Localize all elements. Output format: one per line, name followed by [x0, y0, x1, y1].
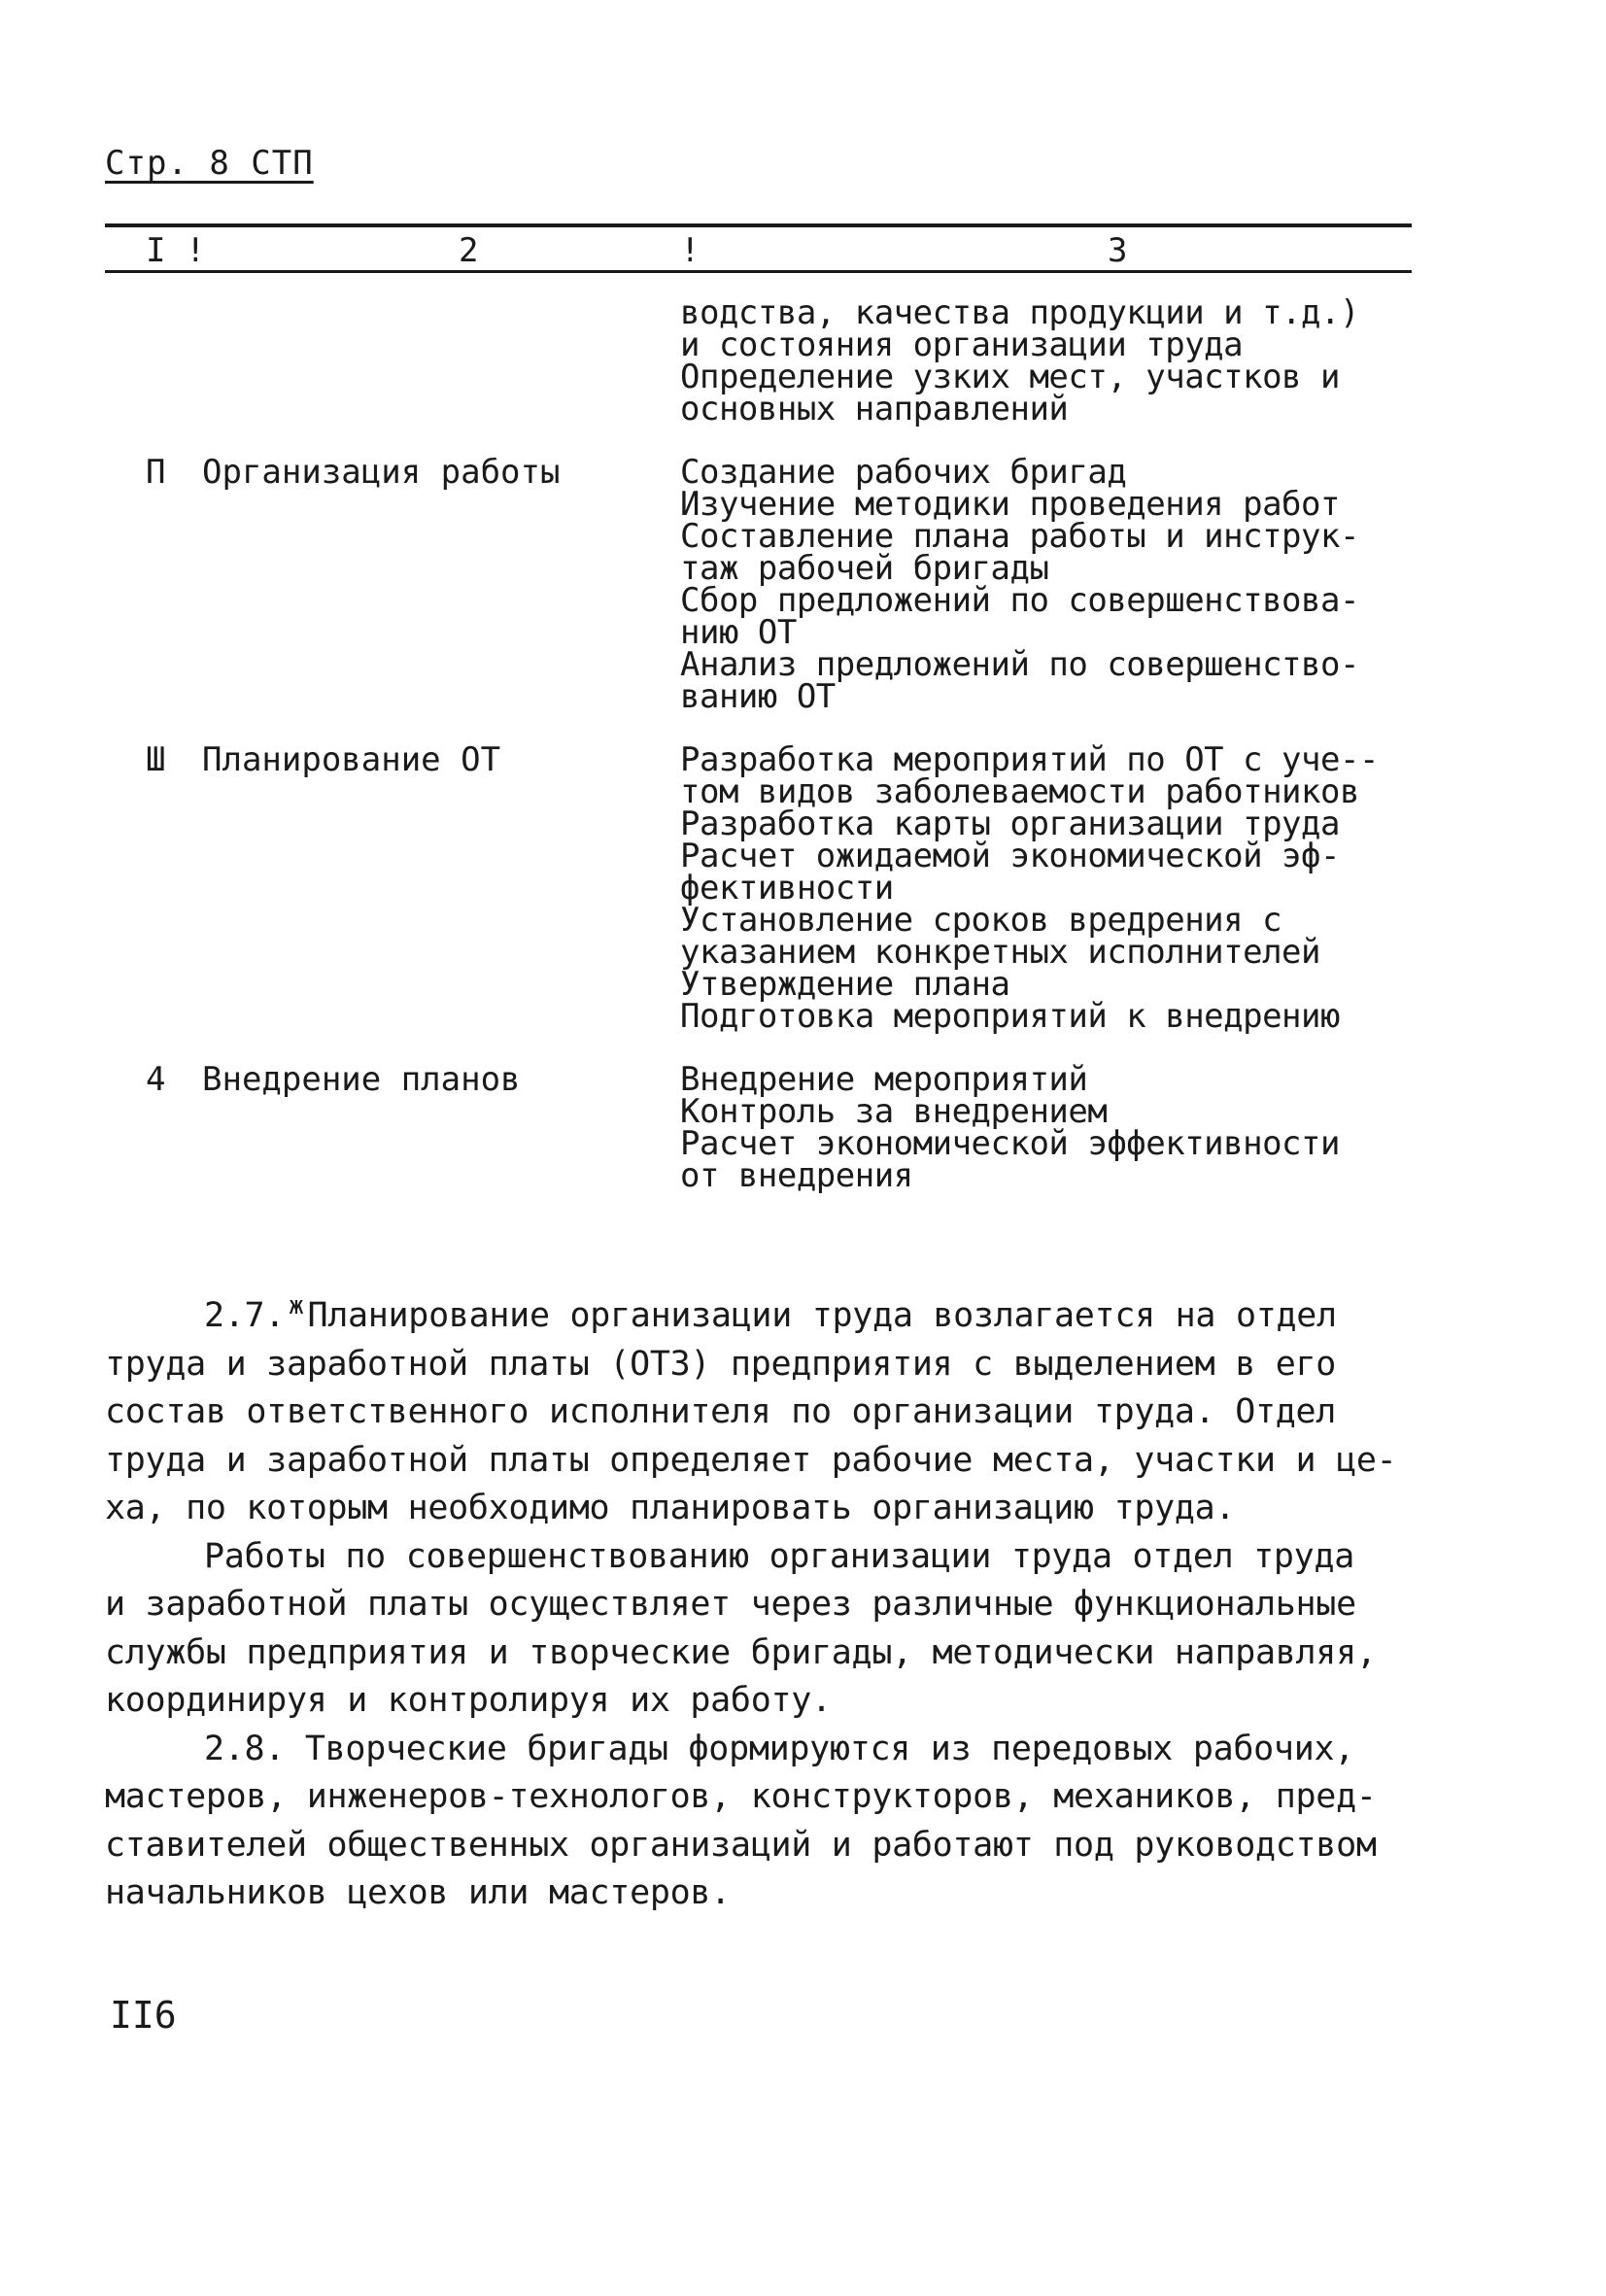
activity-line: Расчет экономической эффективности — [680, 1124, 1340, 1163]
column-header-1: I ! — [146, 231, 206, 270]
line-text: Творческие бригады формируются из передовых рабочих, — [304, 1729, 1355, 1768]
activity-line: нию ОТ — [680, 613, 797, 652]
activity-line: Расчет ожидаемой экономической эф- — [680, 837, 1340, 875]
activity-line: Определение узких мест, участков и — [680, 358, 1340, 396]
table-row — [105, 1060, 1412, 1195]
row-activities — [680, 293, 1412, 428]
table-row — [105, 740, 1412, 1036]
row-activities — [680, 453, 1412, 716]
clause-number: 2.7. — [204, 1296, 286, 1335]
text-line: ставителей общественных организаций и работают под руководством — [105, 1825, 1377, 1865]
body-text — [105, 1292, 1412, 1918]
activity-line: основных направлений — [680, 390, 1069, 428]
activity-line: Составление плана работы и инструк- — [680, 517, 1359, 556]
text-line — [105, 1292, 1412, 1341]
text-line — [105, 1726, 1412, 1774]
text-line: мастеров, инженеров-технологов, конструкторов, механиков, пред- — [105, 1777, 1377, 1816]
text-line: Работы по совершенствованию организации труда отдел труда — [204, 1536, 1354, 1576]
column-header-separator: ! — [680, 231, 700, 270]
paragraph-2-8 — [105, 1726, 1412, 1918]
text-line: начальников цехов или мастеров. — [105, 1873, 731, 1912]
row-title: Организация работы — [202, 453, 561, 492]
activity-line: Внедрение мероприятий — [680, 1060, 1088, 1099]
text-line: службы предприятия и творческие бригады, методически направляя, — [105, 1632, 1377, 1672]
table-row — [105, 293, 1412, 428]
paragraph-ots-work — [105, 1533, 1412, 1726]
row-activities — [680, 1060, 1412, 1195]
table-body — [105, 293, 1412, 1195]
column-header-3: 3 — [1108, 231, 1128, 270]
row-title: Внедрение планов — [202, 1060, 521, 1099]
activity-line: фективности — [680, 869, 894, 908]
table-top-rule — [105, 223, 1412, 227]
row-title: Планирование ОТ — [202, 740, 501, 779]
activity-line: том видов заболеваемости работников — [680, 772, 1359, 811]
activity-line: Сбор предложений по совершенствова- — [680, 581, 1359, 620]
text-line: координируя и контролируя их работу. — [105, 1681, 832, 1720]
row-number: П — [146, 453, 166, 492]
text-line: труда и заработной платы определяет рабочие места, участки и це- — [105, 1440, 1397, 1480]
row-activities — [680, 740, 1412, 1036]
activity-line: Разработка карты организации труда — [680, 805, 1340, 843]
activity-line: Изучение методики проведения работ — [680, 485, 1340, 524]
activity-line: таж рабочей бригады — [680, 549, 1049, 588]
text-line: ха, по которым необходимо планировать организацию труда. — [105, 1489, 1236, 1527]
clause-number: 2.8. — [204, 1729, 286, 1768]
activity-line: Контроль за внедрением — [680, 1092, 1108, 1131]
row-number: 4 — [146, 1060, 166, 1099]
activity-line: водства, качества продукции и т.д.) — [680, 293, 1359, 332]
table-row — [105, 453, 1412, 716]
activity-line: от внедрения — [680, 1156, 913, 1195]
activity-line: ванию ОТ — [680, 677, 836, 716]
row-number: Ш — [146, 740, 166, 779]
activity-line: Подготовка мероприятий к внедрению — [680, 997, 1340, 1036]
activity-line: Анализ предложений по совершенство- — [680, 645, 1359, 684]
activity-line: Разработка мероприятий по ОТ с уче-- — [680, 740, 1379, 779]
table-header-rule — [105, 270, 1412, 273]
activity-line: Создание рабочих бригад — [680, 453, 1127, 492]
page-number: II6 — [110, 1994, 177, 2037]
text-line: состав ответственного исполнителя по организации труда. Отдел — [105, 1392, 1337, 1431]
line-text: Планирование организации труда возлагается на отдел — [307, 1296, 1337, 1335]
page-header: Стр. 8 СТП — [105, 144, 314, 183]
activity-line: Установление сроков вредрения с — [680, 901, 1282, 940]
activity-line: Утверждение плана — [680, 965, 1010, 1004]
text-line: труда и заработной платы (ОТЗ) предприятия с выделением в его — [105, 1344, 1337, 1384]
activity-line: указанием конкретных исполнителей — [680, 933, 1321, 972]
text-line: и заработной платы осуществляет через различные функциональные — [105, 1585, 1356, 1624]
column-header-2: 2 — [459, 231, 479, 270]
footnote-mark: ж — [289, 1291, 304, 1321]
paragraph-2-7 — [105, 1292, 1412, 1533]
activity-line: и состояния организации труда — [680, 326, 1244, 364]
